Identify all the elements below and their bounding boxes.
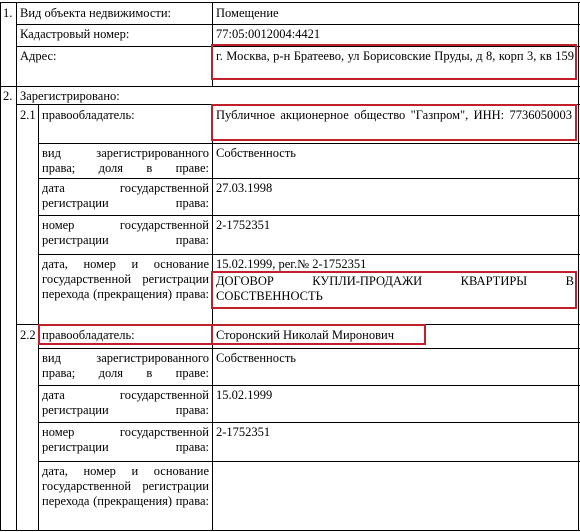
registration-date-label: дата государственной регистрации права:	[42, 181, 209, 210]
owner-value: Публичное акционерное общество "Газпром", ИНН: 7736050003	[216, 108, 572, 122]
address-value: г. Москва, р-н Братеево, ул Борисовские Пруды, д 8, корп 3, кв 159	[216, 49, 574, 63]
grid-line	[38, 254, 580, 255]
transfer-basis-highlight-box	[211, 271, 577, 309]
right-type-value: Собственность	[216, 146, 296, 160]
object-type-label: Вид объекта недвижимости:	[20, 6, 172, 20]
grid-line	[38, 348, 580, 349]
grid-line	[38, 385, 580, 386]
subsection-number: 2.2	[20, 328, 36, 342]
owner-highlight-box	[211, 324, 426, 345]
address-highlight-box	[211, 44, 577, 80]
row-number: 1.	[3, 6, 13, 20]
subsection-number: 2.1	[20, 108, 36, 122]
grid-line	[38, 422, 580, 423]
registration-date-value: 15.02.1999	[216, 388, 273, 402]
grid-line	[38, 143, 580, 144]
right-type-label: вид зарегистрированного права; доля в праве:	[42, 351, 209, 380]
address-label: Адрес:	[20, 49, 57, 63]
row-number: 2.	[3, 89, 13, 103]
object-type-value: Помещение	[216, 6, 279, 20]
grid-line	[16, 24, 580, 25]
transfer-basis-date: 15.02.1999, рег.№ 2-1752351	[216, 257, 367, 271]
grid-line	[0, 2, 1, 531]
registration-number-label: номер государственной регистрации права:	[42, 218, 209, 247]
grid-line	[212, 104, 213, 531]
owner-value: Сторонский Николай Миронович	[216, 328, 394, 342]
owner-highlight-box	[211, 104, 577, 141]
grid-line	[578, 2, 579, 531]
grid-line	[38, 215, 580, 216]
transfer-basis-label: дата, номер и основание государственной регистрации перехода (прекращения) права:	[42, 257, 209, 301]
owner-label: правообладатель:	[42, 328, 135, 342]
grid-line	[38, 178, 580, 179]
registration-number-value: 2-1752351	[216, 425, 271, 439]
cadastral-number-value: 77:05:0012004:4421	[216, 27, 321, 41]
owner-label-highlight-box	[38, 324, 213, 345]
registration-date-label: дата государственной регистрации права:	[42, 388, 209, 417]
right-type-label: вид зарегистрированного права; доля в праве:	[42, 146, 209, 175]
right-type-value: Собственность	[216, 351, 296, 365]
transfer-basis-document: ДОГОВОР КУПЛИ-ПРОДАЖИ КВАРТИРЫ В СОБСТВЕННОСТЬ	[216, 274, 574, 303]
grid-line	[0, 530, 580, 531]
grid-line	[38, 461, 580, 462]
transfer-basis-label: дата, номер и основание государственной регистрации перехода (прекращения) права:	[42, 464, 209, 508]
registration-date-value: 27.03.1998	[216, 181, 273, 195]
grid-line	[0, 86, 580, 87]
registration-number-value: 2-1752351	[216, 218, 271, 232]
registered-label: Зарегистрировано:	[20, 89, 120, 103]
owner-label: правообладатель:	[42, 108, 135, 122]
grid-line	[16, 2, 17, 531]
grid-line	[0, 2, 580, 3]
registration-number-label: номер государственной регистрации права:	[42, 425, 209, 454]
cadastral-number-label: Кадастровый номер:	[20, 27, 130, 41]
grid-line	[38, 104, 39, 531]
